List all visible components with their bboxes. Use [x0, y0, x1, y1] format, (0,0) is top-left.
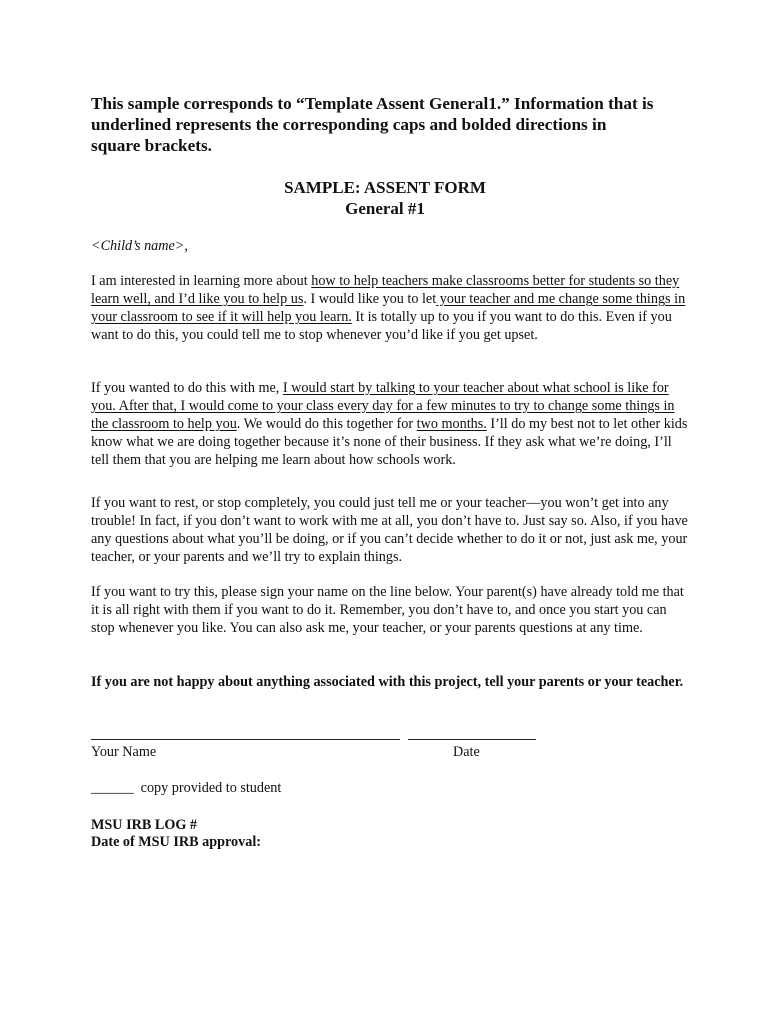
salutation-comma: ,: [184, 238, 188, 254]
copy-label: copy provided to student: [133, 780, 282, 796]
irb-log: MSU IRB LOG #: [91, 817, 198, 833]
p1-text-c: . I would like you to let: [303, 291, 437, 307]
p2-text-c: . We would do this together for: [236, 416, 417, 432]
paragraph-5: If you are not happy about anything associated with this project, tell your parents or your teacher.: [91, 674, 684, 690]
intro-line-2: underlined represents the corresponding caps and bolded directions in: [91, 115, 607, 134]
intro-note: [91, 93, 691, 156]
p2-text-a: If you wanted to do this with me,: [91, 380, 283, 396]
form-subtitle: General #1: [345, 199, 425, 218]
p1-underlined-procedure: your teacher and me change some things in your classroom to see if it will help you learn.: [91, 291, 686, 325]
p1-text-a: I am interested in learning more about: [91, 273, 312, 289]
p1-underlined-purpose: how to help teachers make classrooms better for students so they learn well, and I’d like you to help us: [91, 273, 680, 307]
paragraph-4: If you want to try this, please sign your name on the line below. Your parent(s) have already told me that it is all right with them if you want to do it. Remember, you don’t have to, and once you start you can stop whenever you like. You can also ask me, your teacher, or your parents questions at any time.: [91, 584, 684, 636]
date-line[interactable]: [408, 739, 536, 740]
date-label: Date: [453, 744, 480, 760]
your-name-label: Your Name: [91, 744, 157, 760]
form-title: SAMPLE: ASSENT FORM: [284, 178, 486, 197]
p2-underlined-procedure: I would start by talking to your teacher about what school is like for you. After that, I would come to your class every day for a few minutes to try to change some things in the classroom to help you: [91, 380, 675, 432]
irb-approval-date: Date of MSU IRB approval:: [91, 834, 261, 850]
paragraph-1: [91, 272, 691, 344]
paragraph-3: If you want to rest, or stop completely, you could just tell me or your teacher—you won’t get into any trouble! In fact, if you don’t want to work with me at all, you don’t have to. Just say so. Also, if you have any questions about what you’ll be doing, or if you can’t decide whether to do it or not, just ask me, your teacher, or your parents and we’ll try to explain things.: [91, 495, 688, 565]
p2-text-e: I’ll do my best not to let other kids know what we are doing together because it’s none of their business. If they ask what we’re doing, I’ll tell them that you are helping me learn about how schools work.: [91, 416, 688, 468]
copy-provided-line: [91, 780, 281, 797]
salutation: [91, 237, 691, 255]
signature-line[interactable]: [91, 739, 400, 740]
child-name-placeholder: <Child’s name>: [91, 238, 185, 254]
copy-blank[interactable]: ______: [91, 780, 134, 796]
intro-line-3: square brackets.: [91, 136, 212, 155]
p2-underlined-duration: two months.: [416, 416, 487, 432]
p1-text-e: It is totally up to you if you want to do this. Even if you want to do this, you could tell me to stop whenever you’d like if you get upset.: [91, 309, 672, 343]
paragraph-2: [91, 379, 691, 469]
intro-line-1: This sample corresponds to “Template Assent General1.” Information that is: [91, 94, 654, 113]
